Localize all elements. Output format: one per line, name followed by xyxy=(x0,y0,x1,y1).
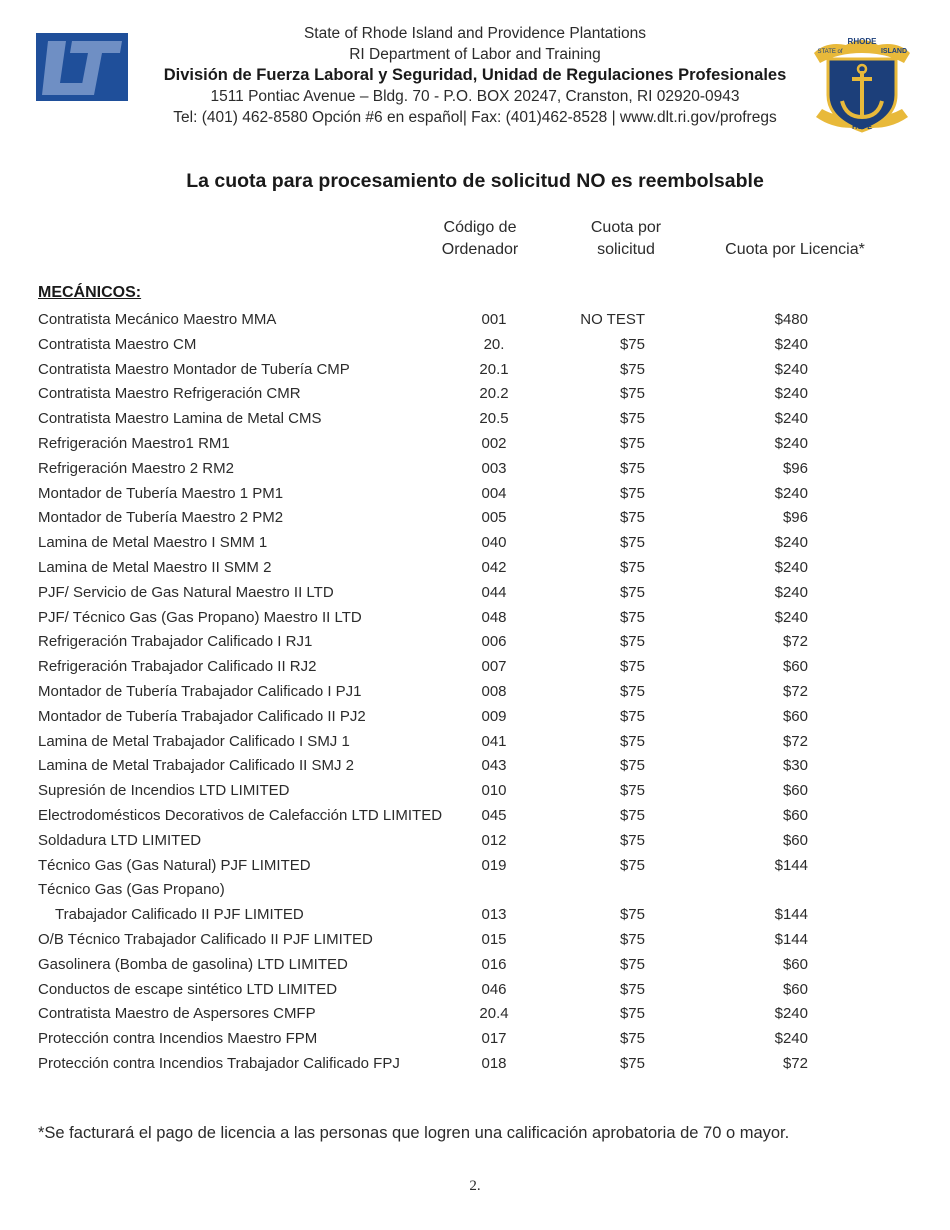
computer-code: 018 xyxy=(481,1054,507,1072)
license-name: O/B Técnico Trabajador Calificado II PJF LIMITED xyxy=(38,930,373,948)
license-fee: $72 xyxy=(782,732,808,750)
license-fee: $240 xyxy=(774,484,808,502)
table-row xyxy=(0,705,950,730)
table-row xyxy=(0,854,950,879)
computer-code: 20.4 xyxy=(479,1005,509,1023)
license-fee: $240 xyxy=(774,558,808,576)
computer-code: 013 xyxy=(481,906,507,924)
application-fee: $75 xyxy=(619,385,645,403)
license-fee: $240 xyxy=(774,1030,808,1048)
license-name: Soldadura LTD LIMITED xyxy=(38,831,202,849)
table-row xyxy=(0,978,950,1003)
license-fee: $240 xyxy=(774,335,808,353)
license-fee: $144 xyxy=(774,930,808,948)
license-fee: $72 xyxy=(782,1054,808,1072)
license-fee: $240 xyxy=(774,583,808,601)
table-row xyxy=(0,382,950,407)
header-contact-line: Tel: (401) 462-8580 Opción #6 en español| Fax: (401)462-8528 | www.dlt.ri.gov/profregs xyxy=(173,109,777,126)
computer-code: 010 xyxy=(481,782,507,800)
application-fee: $75 xyxy=(619,484,645,502)
application-fee: $75 xyxy=(619,856,645,874)
license-fee: $60 xyxy=(782,658,808,676)
license-name: Montador de Tubería Maestro 1 PM1 xyxy=(38,484,284,502)
license-name: PJF/ Técnico Gas (Gas Propano) Maestro II LTD xyxy=(38,608,362,626)
application-fee: $75 xyxy=(619,633,645,651)
license-fee: $240 xyxy=(774,385,808,403)
license-fee: $60 xyxy=(782,831,808,849)
application-fee: $75 xyxy=(619,335,645,353)
license-fee: $60 xyxy=(782,806,808,824)
license-fee: $30 xyxy=(782,757,808,775)
table-row xyxy=(0,333,950,358)
license-name: Refrigeración Trabajador Calificado I RJ1 xyxy=(38,633,313,651)
computer-code: 20.5 xyxy=(479,410,509,428)
license-name: Lamina de Metal Trabajador Calificado II SMJ 2 xyxy=(38,757,354,775)
application-fee: $75 xyxy=(619,757,645,775)
table-row xyxy=(0,581,950,606)
seal-right-text: ISLAND xyxy=(880,48,908,55)
computer-code: 046 xyxy=(481,980,507,998)
page-number: 2. xyxy=(469,1178,481,1194)
table-row xyxy=(0,358,950,383)
computer-code: 045 xyxy=(481,806,507,824)
application-fee: $75 xyxy=(619,360,645,378)
license-fee: $240 xyxy=(774,534,808,552)
page-heading: La cuota para procesamiento de solicitud NO es reembolsable xyxy=(186,170,764,192)
computer-code: 006 xyxy=(481,633,507,651)
table-row xyxy=(0,953,950,978)
application-fee: $75 xyxy=(619,459,645,477)
computer-code: 008 xyxy=(481,682,507,700)
letterhead xyxy=(140,23,810,128)
license-fee: $144 xyxy=(774,856,808,874)
table-row xyxy=(0,1052,950,1077)
application-fee: $75 xyxy=(619,930,645,948)
application-fee: $75 xyxy=(619,955,645,973)
header-address-line: 1511 Pontiac Avenue – Bldg. 70 - P.O. BOX 20247, Cranston, RI 02920-0943 xyxy=(210,88,740,105)
table-row xyxy=(0,482,950,507)
footnote: *Se facturará el pago de licencia a las personas que logren una calificación aprobatoria de 70 o mayor. xyxy=(38,1124,790,1142)
computer-code: 041 xyxy=(481,732,507,750)
application-fee: $75 xyxy=(619,1005,645,1023)
computer-code: 001 xyxy=(481,311,507,328)
application-fee: $75 xyxy=(619,434,645,452)
application-fee: $75 xyxy=(619,534,645,552)
table-row xyxy=(0,754,950,779)
license-name: Técnico Gas (Gas Propano) xyxy=(38,881,225,899)
computer-code: 015 xyxy=(481,930,507,948)
rhode-island-seal xyxy=(806,31,918,141)
application-fee: $75 xyxy=(619,980,645,998)
license-fee: $96 xyxy=(782,459,808,477)
application-fee: $75 xyxy=(619,831,645,849)
license-name: Contratista Mecánico Maestro MMA xyxy=(38,311,277,328)
license-fee: $240 xyxy=(774,1005,808,1023)
license-name: Supresión de Incendios LTD LIMITED xyxy=(38,782,290,800)
license-name: Protección contra Incendios Trabajador Calificado FPJ xyxy=(38,1054,400,1072)
license-name: Lamina de Metal Maestro I SMM 1 xyxy=(38,534,268,552)
application-fee: $75 xyxy=(619,806,645,824)
computer-code: 042 xyxy=(481,558,507,576)
application-fee: $75 xyxy=(619,658,645,676)
computer-code: 20.1 xyxy=(479,360,509,378)
license-name: Montador de Tubería Maestro 2 PM2 xyxy=(38,509,284,527)
seal-left-text: STATE of xyxy=(817,49,843,55)
fee-table xyxy=(0,308,950,1077)
header-division-line: División de Fuerza Laboral y Seguridad, Unidad de Regulaciones Profesionales xyxy=(163,66,787,84)
application-fee: $75 xyxy=(619,707,645,725)
computer-code: 016 xyxy=(481,955,507,973)
computer-code: 004 xyxy=(481,484,507,502)
table-row xyxy=(0,655,950,680)
application-fee: $75 xyxy=(619,608,645,626)
license-name: Conductos de escape sintético LTD LIMITED xyxy=(38,980,338,998)
application-fee: $75 xyxy=(619,1030,645,1048)
license-name: Trabajador Calificado II PJF LIMITED xyxy=(55,906,304,924)
license-fee: $72 xyxy=(782,682,808,700)
license-fee: $240 xyxy=(774,608,808,626)
computer-code: 20.2 xyxy=(479,385,509,403)
header-state-line: State of Rhode Island and Providence Plantations xyxy=(303,25,647,42)
computer-code: 017 xyxy=(481,1030,507,1048)
table-row xyxy=(0,1027,950,1052)
license-name: Lamina de Metal Trabajador Calificado I SMJ 1 xyxy=(38,732,350,750)
table-row xyxy=(0,829,950,854)
license-fee: $60 xyxy=(782,707,808,725)
application-fee: $75 xyxy=(619,583,645,601)
license-name: Refrigeración Maestro1 RM1 xyxy=(38,434,230,452)
seal-top-text: RHODE xyxy=(847,37,877,46)
computer-code: 040 xyxy=(481,534,507,552)
license-name: Gasolinera (Bomba de gasolina) LTD LIMITED xyxy=(38,955,348,973)
table-row xyxy=(0,878,950,903)
license-name: Contratista Maestro CM xyxy=(38,335,197,353)
dlt-logo xyxy=(36,33,128,101)
computer-code: 019 xyxy=(481,856,507,874)
computer-code: 005 xyxy=(481,509,507,527)
computer-code: 003 xyxy=(481,459,507,477)
computer-code: 20. xyxy=(483,335,505,353)
computer-code: 048 xyxy=(481,608,507,626)
computer-code: 044 xyxy=(481,583,507,601)
license-fee: $72 xyxy=(782,633,808,651)
table-row xyxy=(0,903,950,928)
license-fee: $60 xyxy=(782,955,808,973)
table-row xyxy=(0,730,950,755)
license-name: PJF/ Servicio de Gas Natural Maestro II LTD xyxy=(38,583,334,601)
license-name: Refrigeración Trabajador Calificado II RJ2 xyxy=(38,658,317,676)
logo-text: LT xyxy=(81,73,83,74)
column-header-application-fee xyxy=(566,217,686,261)
table-row xyxy=(0,531,950,556)
license-name: Protección contra Incendios Maestro FPM xyxy=(38,1030,318,1048)
license-fee: $240 xyxy=(774,410,808,428)
table-row xyxy=(0,606,950,631)
column-header-code-line2: Ordenador xyxy=(441,241,519,258)
computer-code: 007 xyxy=(481,658,507,676)
application-fee: $75 xyxy=(619,682,645,700)
application-fee: NO TEST xyxy=(580,311,645,328)
application-fee: $75 xyxy=(619,509,645,527)
application-fee: $75 xyxy=(619,558,645,576)
computer-code: 043 xyxy=(481,757,507,775)
column-header-license-fee: Cuota por Licencia* xyxy=(725,241,865,258)
column-header-code-line1: Código de xyxy=(443,219,517,236)
license-name: Contratista Maestro Montador de Tubería CMP xyxy=(38,360,350,378)
table-row xyxy=(0,308,950,333)
table-row xyxy=(0,680,950,705)
table-row xyxy=(0,779,950,804)
license-fee: $240 xyxy=(774,360,808,378)
table-row xyxy=(0,1002,950,1027)
license-name: Técnico Gas (Gas Natural) PJF LIMITED xyxy=(38,856,311,874)
application-fee: $75 xyxy=(619,906,645,924)
license-name: Contratista Maestro Refrigeración CMR xyxy=(38,385,301,403)
table-row xyxy=(0,804,950,829)
column-header-app-line2: solicitud xyxy=(597,241,655,258)
column-header-code xyxy=(420,217,540,261)
table-row xyxy=(0,457,950,482)
computer-code: 012 xyxy=(481,831,507,849)
license-fee: $60 xyxy=(782,782,808,800)
license-fee: $96 xyxy=(782,509,808,527)
license-fee: $240 xyxy=(774,434,808,452)
license-fee: $480 xyxy=(774,311,808,328)
section-title: MECÁNICOS: xyxy=(38,284,142,301)
license-fee: $60 xyxy=(782,980,808,998)
license-name: Contratista Maestro de Aspersores CMFP xyxy=(38,1005,316,1023)
table-row xyxy=(0,407,950,432)
table-row xyxy=(0,630,950,655)
computer-code: 002 xyxy=(481,434,507,452)
column-header-app-line1: Cuota por xyxy=(590,219,662,236)
computer-code: 009 xyxy=(481,707,507,725)
seal-bottom-text: HOPE xyxy=(852,124,872,131)
application-fee: $75 xyxy=(619,1054,645,1072)
table-row xyxy=(0,928,950,953)
license-name: Contratista Maestro Lamina de Metal CMS xyxy=(38,410,322,428)
table-row xyxy=(0,556,950,581)
application-fee: $75 xyxy=(619,732,645,750)
license-name: Montador de Tubería Trabajador Calificado I PJ1 xyxy=(38,682,362,700)
license-fee: $144 xyxy=(774,906,808,924)
table-row xyxy=(0,506,950,531)
header-department-line: RI Department of Labor and Training xyxy=(349,46,601,63)
application-fee: $75 xyxy=(619,782,645,800)
license-name: Lamina de Metal Maestro II SMM 2 xyxy=(38,558,272,576)
license-name: Electrodomésticos Decorativos de Calefacción LTD LIMITED xyxy=(38,806,443,824)
table-row xyxy=(0,432,950,457)
application-fee: $75 xyxy=(619,410,645,428)
license-name: Refrigeración Maestro 2 RM2 xyxy=(38,459,234,477)
license-name: Montador de Tubería Trabajador Calificado II PJ2 xyxy=(38,707,366,725)
